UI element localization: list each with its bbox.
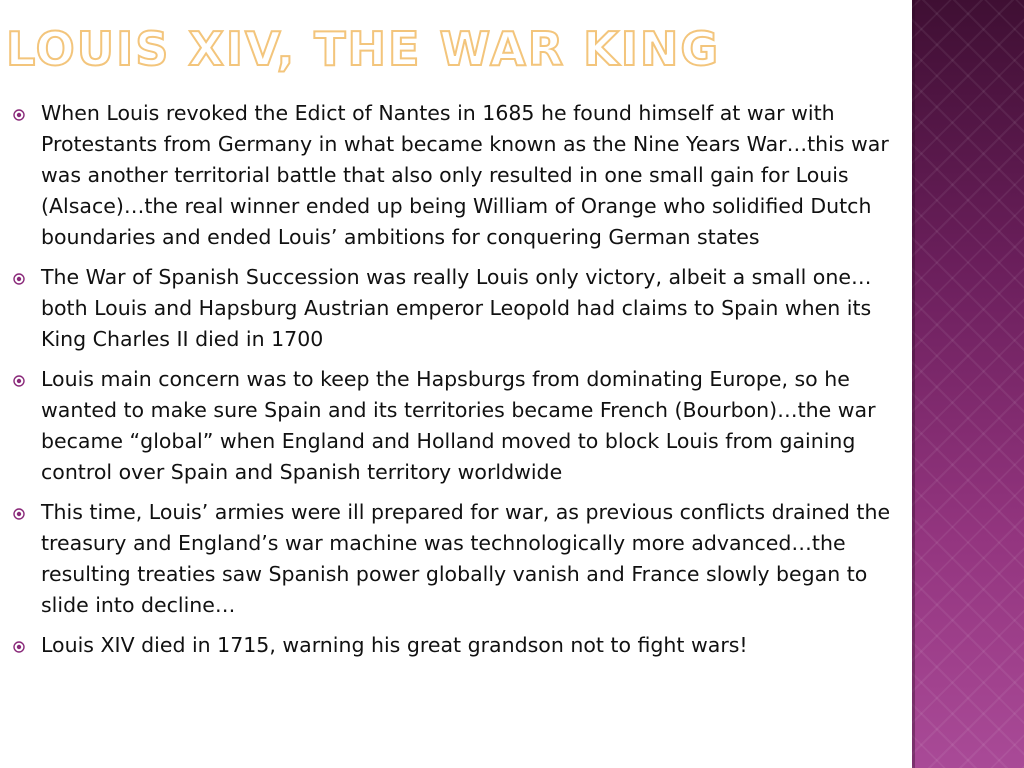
- bullet-list: [10, 98, 900, 670]
- bullet-item: [10, 497, 900, 621]
- circle-bullet-icon: [13, 641, 25, 653]
- bullet-item: [10, 630, 900, 661]
- bullet-item: [10, 364, 900, 488]
- bullet-item: [10, 98, 900, 253]
- bullet-text: Louis main concern was to keep the Hapsburgs from dominating Europe, so he wanted to make sure Spain and its territories became French (Bourbon)…the war became “global” when England and Holland moved to block Louis from gaining control over Spain and Spanish territory worldwide: [41, 367, 876, 484]
- decorative-side-band: [912, 0, 1024, 768]
- circle-bullet-icon: [13, 109, 25, 121]
- circle-bullet-icon: [13, 508, 25, 520]
- bullet-item: [10, 262, 900, 355]
- bullet-text: When Louis revoked the Edict of Nantes in 1685 he found himself at war with Protestants from Germany in what became known as the Nine Years War…this war was another territorial battle that also only resulted in one small gain for Louis (Alsace)…the real winner ended up being William of Orange who solidified Dutch boundaries and ended Louis’ ambitions for conquering German states: [41, 101, 889, 249]
- bullet-text: This time, Louis’ armies were ill prepared for war, as previous conflicts drained the treasury and England’s war machine was technologically more advanced…the resulting treaties saw Spanish power globally vanish and France slowly began to slide into decline…: [41, 500, 891, 617]
- bullet-text: The War of Spanish Succession was really Louis only victory, albeit a small one…both Louis and Hapsburg Austrian emperor Leopold had claims to Spain when its King Charles II died in 1700: [41, 265, 872, 351]
- slide-title: LOUIS XIV, THE WAR KING: [6, 22, 721, 76]
- circle-bullet-icon: [13, 375, 25, 387]
- bullet-text: Louis XIV died in 1715, warning his great grandson not to fight wars!: [41, 633, 748, 657]
- circle-bullet-icon: [13, 273, 25, 285]
